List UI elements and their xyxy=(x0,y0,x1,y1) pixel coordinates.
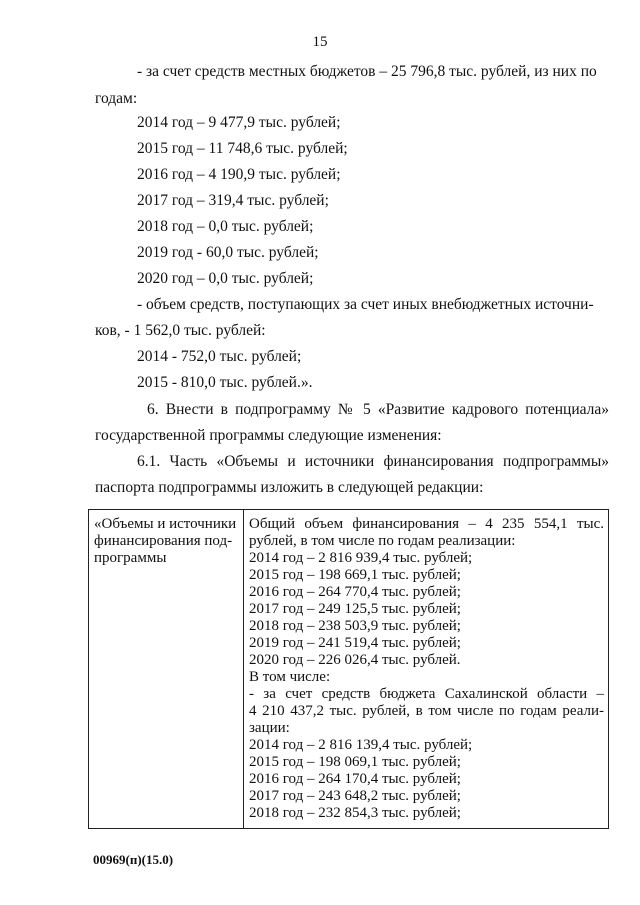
total-funding-line: Общий объем финансирования – 4 235 554,1 тыс. xyxy=(249,516,604,532)
local-budgets-intro: - за счет средств местных бюджетов – 25 796,8 тыс. рублей, из них по xyxy=(137,63,597,80)
extrabudgetary-year-line: 2015 - 810,0 тыс. рублей.». xyxy=(137,374,313,391)
local-year-line: 2015 год – 11 748,6 тыс. рублей; xyxy=(137,140,348,157)
total-year-line: 2016 год – 264 770,4 тыс. рублей; xyxy=(249,584,461,600)
extrabudgetary-intro: - объем средств, поступающих за счет иных внебюджетных источни- xyxy=(137,296,594,313)
item-6-1-paragraph-cont: паспорта подпрограммы изложить в следующей редакции: xyxy=(95,479,484,496)
local-year-line: 2018 год – 0,0 тыс. рублей; xyxy=(137,218,314,235)
local-budgets-intro-cont: годам: xyxy=(95,90,138,107)
left-cell-line: «Объемы и источники xyxy=(94,516,237,532)
extrabudgetary-year-line: 2014 - 752,0 тыс. рублей; xyxy=(137,348,302,365)
including-label: В том числе: xyxy=(249,669,331,685)
page-number: 15 xyxy=(312,34,328,50)
local-year-line: 2014 год – 9 477,9 тыс. рублей; xyxy=(137,114,341,131)
regional-year-line: 2016 год – 264 170,4 тыс. рублей; xyxy=(249,771,461,787)
total-year-line: 2019 год – 241 519,4 тыс. рублей; xyxy=(249,635,461,651)
table-column-divider xyxy=(243,510,244,828)
local-year-line: 2017 год – 319,4 тыс. рублей; xyxy=(137,192,329,209)
regional-budget-line-end: зации: xyxy=(249,720,290,736)
table-left-cell xyxy=(94,516,240,567)
item-6-1-paragraph: 6.1. Часть «Объемы и источники финансирования подпрограммы» xyxy=(137,453,609,470)
left-cell-line: финансирования под- xyxy=(94,533,233,549)
total-funding-line-cont: рублей, в том числе по годам реализации: xyxy=(249,533,516,549)
item-6-paragraph: 6. Внести в подпрограмму № 5 «Развитие кадрового потенциала» xyxy=(147,401,609,418)
regional-year-line: 2018 год – 232 854,3 тыс. рублей; xyxy=(249,805,461,821)
total-year-line: 2015 год – 198 669,1 тыс. рублей; xyxy=(249,567,461,583)
item-6-paragraph-cont: государственной программы следующие изменения: xyxy=(95,427,442,444)
extrabudgetary-intro-cont: ков, - 1 562,0 тыс. рублей: xyxy=(95,322,266,339)
total-year-line: 2014 год – 2 816 939,4 тыс. рублей; xyxy=(249,550,473,566)
table-right-cell xyxy=(249,516,604,822)
regional-year-line: 2014 год – 2 816 139,4 тыс. рублей; xyxy=(249,737,473,753)
local-year-line: 2019 год - 60,0 тыс. рублей; xyxy=(137,244,319,261)
left-cell-line: программы xyxy=(94,550,167,566)
regional-year-line: 2015 год – 198 069,1 тыс. рублей; xyxy=(249,754,461,770)
regional-budget-line: - за счет средств бюджета Сахалинской области – xyxy=(249,686,604,702)
funding-table xyxy=(88,509,609,829)
total-year-line: 2018 год – 238 503,9 тыс. рублей; xyxy=(249,618,461,634)
total-year-line: 2020 год – 226 026,4 тыс. рублей. xyxy=(249,652,461,668)
local-year-line: 2016 год – 4 190,9 тыс. рублей; xyxy=(137,166,341,183)
regional-year-line: 2017 год – 243 648,2 тыс. рублей; xyxy=(249,788,461,804)
document-code: 00969(п)(15.0) xyxy=(93,852,174,867)
regional-budget-line-cont: 4 210 437,2 тыс. рублей, в том числе по годам реали- xyxy=(249,703,604,719)
local-year-line: 2020 год – 0,0 тыс. рублей; xyxy=(137,270,314,287)
total-year-line: 2017 год – 249 125,5 тыс. рублей; xyxy=(249,601,461,617)
